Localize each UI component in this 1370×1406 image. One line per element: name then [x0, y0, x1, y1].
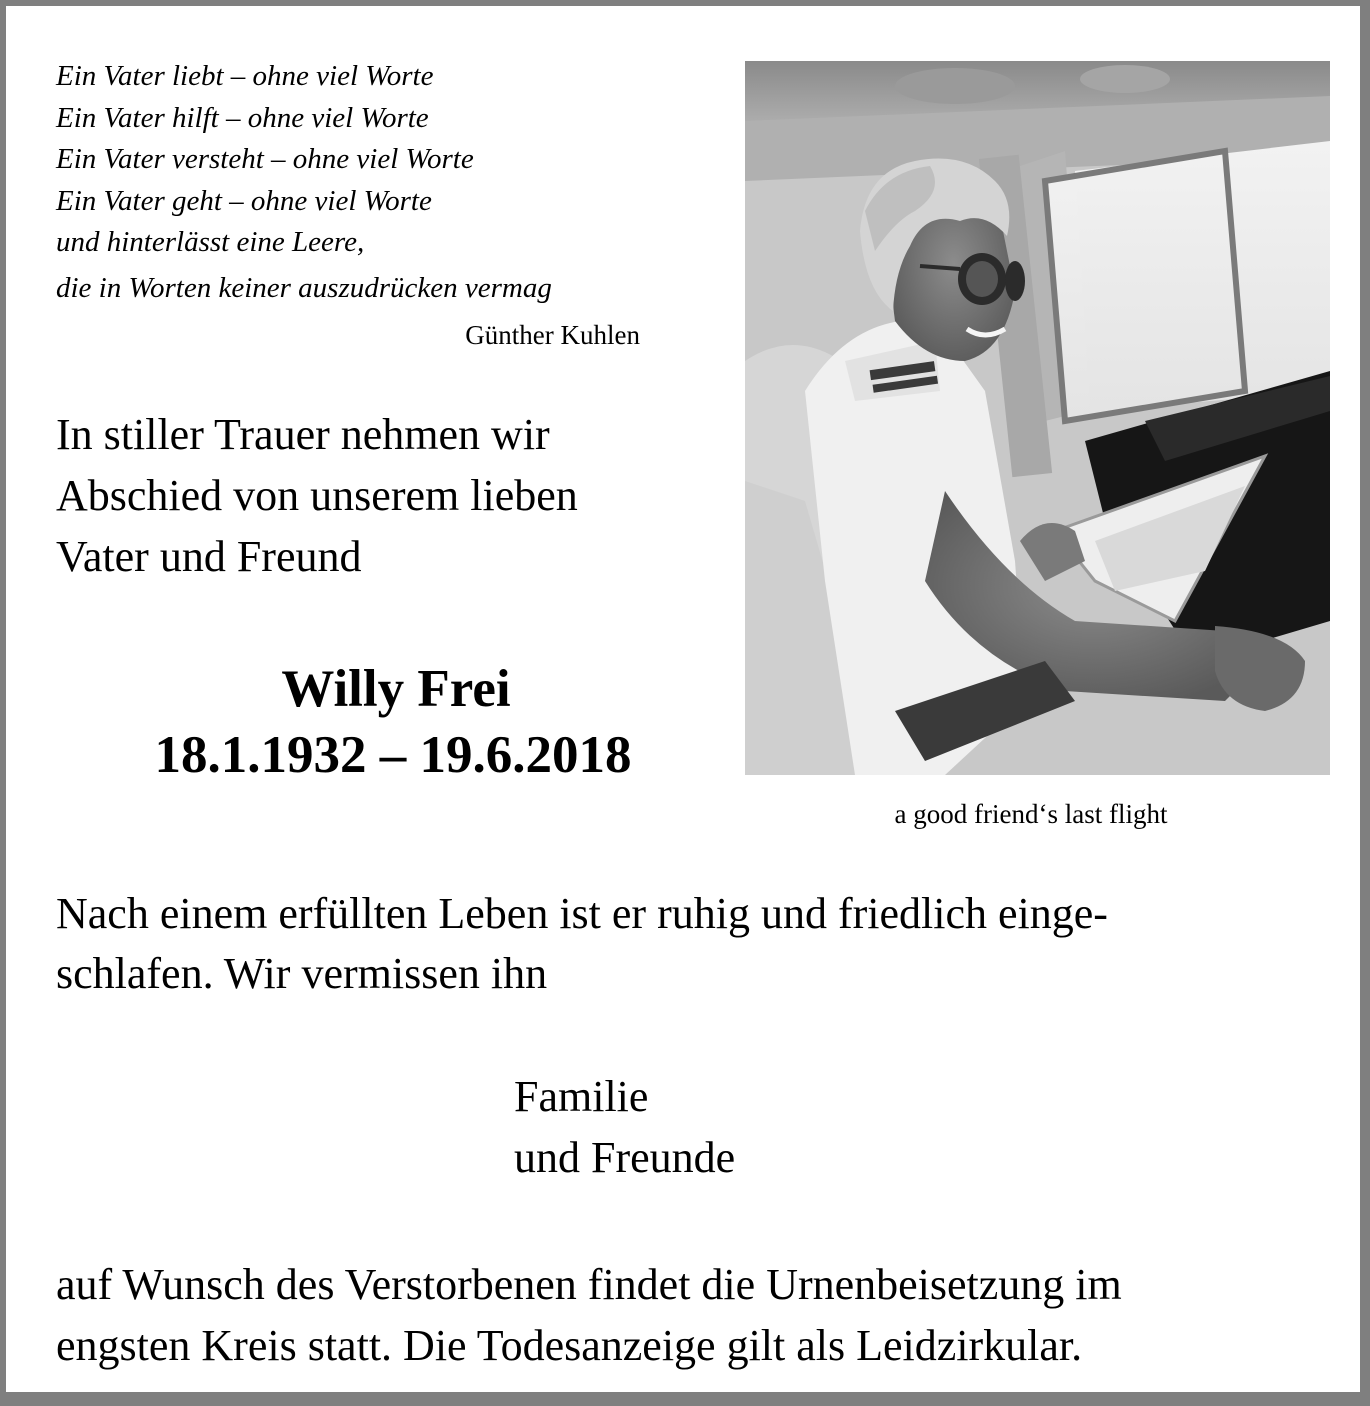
portrait-photo: [745, 61, 1330, 775]
poem-line: und hinterlässt eine Leere,: [56, 226, 365, 258]
cockpit-photo-illustration: [745, 61, 1330, 775]
message-line: Nach einem erfüllten Leben ist er ruhig und friedlich einge-: [56, 889, 1108, 938]
deceased-name: Willy Frei: [281, 660, 511, 718]
message-line: schlafen. Wir vermissen ihn: [56, 949, 548, 998]
intro-line: Vater und Freund: [56, 532, 362, 581]
intro-line: In stiller Trauer nehmen wir: [56, 410, 550, 459]
poem-line: Ein Vater liebt – ohne viel Worte: [56, 60, 434, 92]
intro-text: [56, 404, 696, 587]
deceased-dates: 18.1.1932 – 19.6.2018: [154, 726, 632, 784]
photo-caption: a good friend‘s last flight: [894, 799, 1168, 829]
message-text: [56, 884, 1326, 1004]
signer-line: Familie: [514, 1072, 649, 1121]
poem-line: Ein Vater versteht – ohne viel Worte: [56, 143, 474, 175]
deceased-block: [66, 656, 726, 788]
poem-author: Günther Kuhlen: [465, 320, 640, 350]
intro-line: Abschied von unserem lieben: [56, 471, 578, 520]
funeral-notice: [56, 1254, 1326, 1376]
signer-line: und Freunde: [514, 1133, 736, 1182]
poem-line: die in Worten keiner auszudrücken vermag: [56, 271, 552, 304]
poem: [56, 56, 656, 309]
notice-line: auf Wunsch des Verstorbenen findet die Urnenbeisetzung im: [56, 1260, 1122, 1309]
poem-line: Ein Vater hilft – ohne viel Worte: [56, 101, 429, 134]
notice-line: engsten Kreis statt. Die Todesanzeige gilt als Leidzirkular.: [56, 1321, 1083, 1370]
poem-line: Ein Vater geht – ohne viel Worte: [56, 184, 432, 217]
signers: [514, 1066, 914, 1188]
